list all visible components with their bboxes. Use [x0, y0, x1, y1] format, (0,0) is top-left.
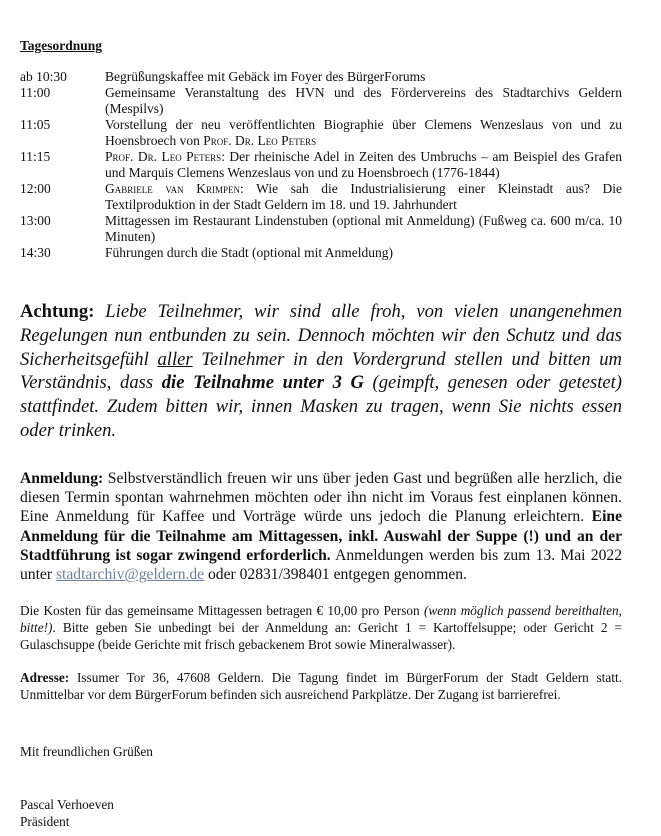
address-paragraph — [20, 669, 622, 703]
agenda-time: 11:00 — [20, 85, 51, 100]
agenda-speaker: Prof. Dr. Leo Peters — [105, 149, 222, 164]
agenda-text-main: : Der rheinische Adel in Zeiten des Umbruchs – am Beispiel des Grafen und Marquis Clemens Wenzeslaus von und zu Hoensbroech (1776-1844) — [105, 149, 622, 180]
registration-bold: Eine Anmeldung für die Teilnahme am Mittagessen, inkl. Auswahl der Suppe (!) und an der Stadtführung ist sogar zwingend erforderlich. — [20, 508, 622, 564]
registration-paragraph — [20, 469, 622, 585]
registration-text: Anmeldungen werden bis zum 13. Mai 2022 unter — [20, 546, 622, 584]
document-page — [20, 38, 622, 830]
agenda-text: Führungen durch die Stadt (optional mit Anmeldung) — [105, 245, 393, 260]
agenda-item — [20, 181, 622, 213]
notice-text — [20, 301, 622, 441]
signer-title: Präsident — [20, 813, 70, 829]
notice-text-part: Teilnehmer in den Vordergrund stellen und bitten um Verständnis, dass — [20, 348, 622, 394]
costs-italic: (wenn möglich passend bereithalten, bitte!) — [20, 602, 622, 635]
signature-block — [20, 796, 622, 830]
agenda-heading: Tagesordnung — [20, 38, 103, 53]
costs-paragraph — [20, 602, 622, 653]
signer-name: Pascal Verhoeven — [20, 796, 114, 812]
agenda-text — [105, 149, 622, 181]
agenda-time: 12:00 — [20, 181, 51, 196]
agenda-item — [20, 149, 622, 181]
registration-text: Selbstverständlich freuen wir uns über jeden Gast und begrüßen alle herzlich, die diesen Termin spontan wahrnehmen möchten oder ihn nicht im Voraus fest einplanen können. Eine Anmeldung für Kaffee und Vorträge würde uns jedoch die Planung erleichtern. — [20, 469, 622, 526]
address-label: Adresse: — [20, 669, 70, 685]
notice-underlined: aller — [157, 348, 193, 370]
agenda-text — [105, 117, 622, 149]
agenda-time: ab 10:30 — [20, 69, 67, 84]
agenda-time: 11:05 — [20, 117, 51, 132]
agenda-time: 13:00 — [20, 213, 51, 228]
notice-text-part: (geimpft, genesen oder getestet) stattfindet. Zudem bitten wir, innen Masken zu tragen, wenn Sie nichts essen oder trinken. — [20, 372, 622, 441]
registration-text: oder 02831/398401 entgegen genommen. — [204, 566, 467, 584]
agenda-text-main: Vorstellung der neu veröffentlichten Biographie über Clemens Wenzeslaus von und zu Hoensbroech von — [105, 117, 622, 148]
agenda-item — [20, 245, 622, 261]
agenda-text — [105, 181, 622, 213]
notice-text-part: Liebe Teilnehmer, wir sind alle froh, von vielen unangenehmen Regelungen nun entbunden zu sein. Dennoch möchten wir den Schutz und das Sicherheitsgefühl — [20, 301, 622, 370]
email-link[interactable]: stadtarchiv@geldern.de — [55, 566, 205, 584]
agenda-time: 14:30 — [20, 245, 51, 260]
agenda-speaker: Prof. Dr. Leo Peters — [203, 133, 317, 148]
agenda-text: Begrüßungskaffee mit Gebäck im Foyer des BürgerForums — [105, 69, 426, 84]
closing-greeting: Mit freundlichen Grüßen — [20, 743, 153, 759]
agenda-speaker: Gabriele van Krimpen — [105, 181, 241, 196]
notice-bold: die Teilnahme unter 3 G — [161, 372, 364, 394]
agenda-item — [20, 117, 622, 149]
agenda-item — [20, 69, 622, 85]
notice-label: Achtung: — [20, 301, 95, 322]
agenda-text: Mittagessen im Restaurant Lindenstuben (optional mit Anmeldung) (Fußweg ca. 600 m/ca. 10 Minuten) — [105, 213, 622, 244]
agenda-text: Gemeinsame Veranstaltung des HVN und des Fördervereins des Stadtarchivs Geldern (Mespilvs) — [105, 85, 622, 116]
agenda-time: 11:15 — [20, 149, 51, 164]
agenda-list — [20, 69, 622, 261]
agenda-item — [20, 213, 622, 245]
covid-notice — [20, 300, 622, 443]
costs-text: Die Kosten für das gemeinsame Mittagessen betragen € 10,00 pro Person — [20, 602, 424, 618]
agenda-text-main: : Wie sah die Industrialisierung einer Kleinstadt aus? Die Textilproduktion in der Stadt Geldern im 18. und 19. Jahrhundert — [105, 181, 622, 212]
registration-label: Anmeldung: — [20, 469, 104, 487]
agenda-item — [20, 85, 622, 117]
address-text: Issumer Tor 36, 47608 Geldern. Die Tagung findet im BürgerForum der Stadt Geldern statt. Unmittelbar vor dem BürgerForum befinden sich ausreichend Parkplätze. Der Zugang ist barrierefrei. — [20, 669, 622, 702]
costs-text: . Bitte geben Sie unbedingt bei der Anmeldung an: Gericht 1 = Kartoffelsuppe; oder Gericht 2 = Gulaschsuppe (beide Gerichte mit frisch gebackenem Brot sowie Mineralwasser). — [20, 619, 622, 652]
